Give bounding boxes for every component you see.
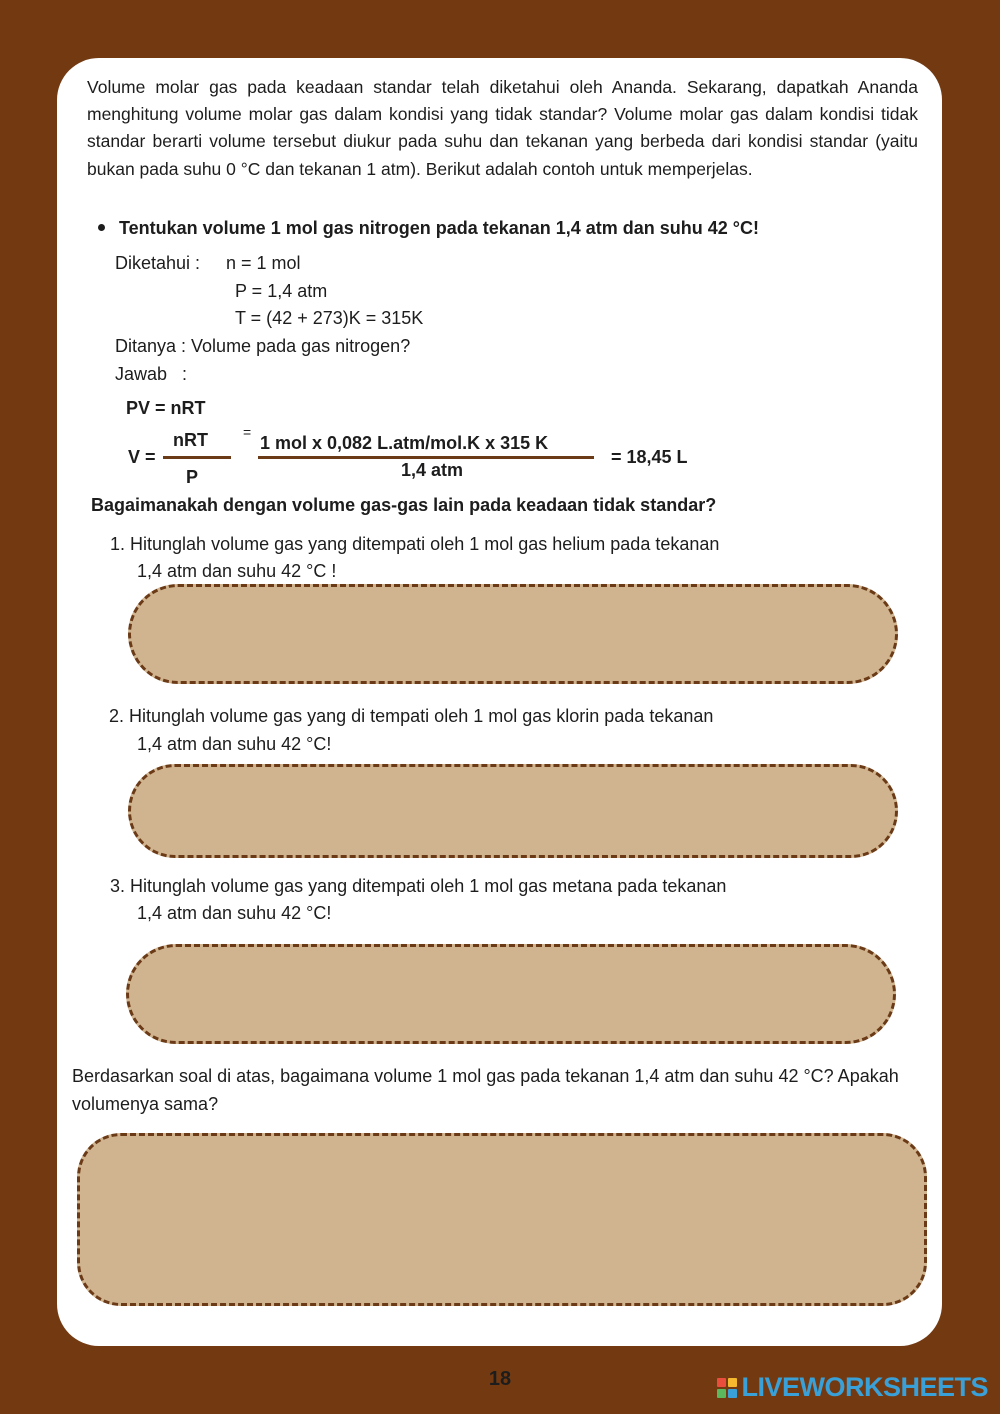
v-label: V =	[128, 447, 156, 467]
bullet-dot	[98, 224, 105, 231]
equals-sign: =	[243, 424, 252, 440]
answer-box-2[interactable]	[128, 764, 898, 858]
prompt-heading: Bagaimanakah dengan volume gas-gas lain pada keadaan tidak standar?	[91, 495, 717, 515]
calc-denominator: 1,4 atm	[401, 460, 464, 480]
final-answer-box[interactable]	[77, 1133, 927, 1306]
brand-logo	[717, 1372, 988, 1403]
question-3-line-2: 1,4 atm dan suhu 42 °C!	[137, 903, 332, 923]
fraction-denominator: P	[186, 467, 199, 487]
page-number: 18	[488, 1368, 512, 1390]
example-question-text: Tentukan volume 1 mol gas nitrogen pada tekanan 1,4 atm dan suhu 42 °C!	[119, 218, 760, 238]
fraction-line	[163, 456, 231, 459]
answer-box-1[interactable]	[128, 584, 898, 684]
known-p: P = 1,4 atm	[235, 281, 328, 301]
question-2-line-2: 1,4 atm dan suhu 42 °C!	[137, 734, 332, 754]
known-n: n = 1 mol	[226, 253, 301, 273]
intro-paragraph: Volume molar gas pada keadaan standar telah diketahui oleh Ananda. Sekarang, dapatkah Ananda menghitung volume molar gas dalam kondisi yang tidak standar? Volume molar gas dalam kondisi tidak standar berarti volume tersebut diukur pada suhu dan tekanan yang berbeda dari kondisi standar (yaitu bukan pada suhu 0 °C dan tekanan 1 atm). Berikut adalah contoh untuk memperjelas.	[87, 77, 918, 179]
calc-numerator: 1 mol x 0,082 L.atm/mol.K x 315 K	[260, 433, 549, 453]
example-question	[98, 218, 759, 239]
final-question: Berdasarkan soal di atas, bagaimana volume 1 mol gas pada tekanan 1,4 atm dan suhu 42 °C? Apakah volumenya sama?	[72, 1066, 899, 1114]
known-t: T = (42 + 273)K = 315K	[235, 308, 424, 328]
brand-name: LIVEWORKSHEETS	[741, 1372, 988, 1402]
question-2-line-1: 2. Hitunglah volume gas yang di tempati oleh 1 mol gas klorin pada tekanan	[109, 706, 714, 726]
formula: PV = nRT	[126, 398, 206, 418]
question-1-line-2: 1,4 atm dan suhu 42 °C !	[137, 561, 337, 581]
answer-box-3[interactable]	[126, 944, 896, 1044]
question-1-line-1: 1. Hitunglah volume gas yang ditempati oleh 1 mol gas helium pada tekanan	[110, 534, 720, 554]
known-label: Diketahui :	[115, 253, 201, 273]
answer-label: Jawab :	[115, 364, 188, 384]
calc-result: = 18,45 L	[611, 447, 688, 467]
brand-grid-icon	[717, 1378, 737, 1398]
question-3-line-1: 3. Hitunglah volume gas yang ditempati oleh 1 mol gas metana pada tekanan	[110, 876, 727, 896]
asked-text: Ditanya : Volume pada gas nitrogen?	[115, 336, 411, 356]
fraction-numerator: nRT	[173, 430, 208, 450]
